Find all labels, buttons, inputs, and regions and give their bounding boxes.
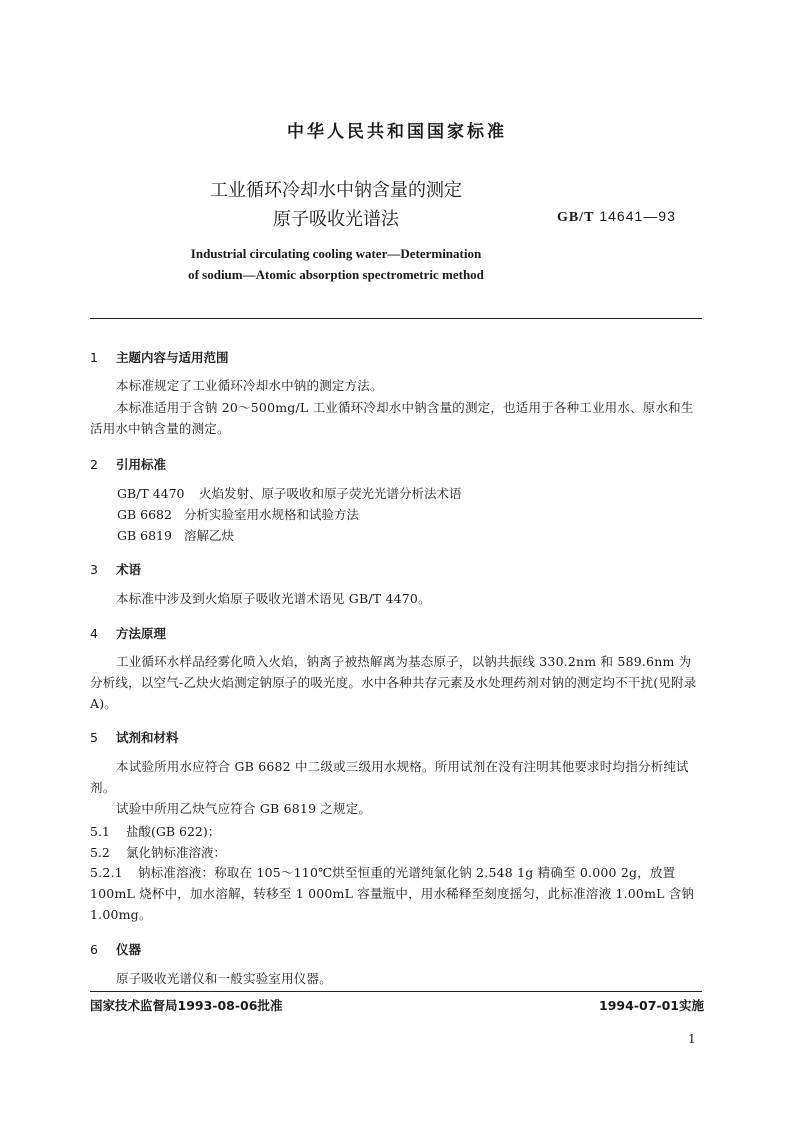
standard-code: 14641—93 bbox=[599, 208, 676, 224]
footer-divider bbox=[90, 991, 702, 992]
section-number: 2 bbox=[90, 457, 98, 472]
section-3-paragraph-1: 本标准中涉及到火焰原子吸收光谱术语见 GB/T 4470。 bbox=[116, 591, 431, 606]
section-title: 术语 bbox=[116, 562, 142, 577]
section-number: 6 bbox=[90, 942, 98, 957]
reference-code: GB 6819 bbox=[117, 528, 172, 543]
reference-code: GB/T 4470 bbox=[117, 486, 185, 501]
english-title-line1: Industrial circulating cooling water—Determination bbox=[190, 246, 482, 261]
section-5-paragraph-2: 试验中所用乙炔气应符合 GB 6819 之规定。 bbox=[116, 801, 372, 816]
clause-5-2 bbox=[90, 843, 226, 861]
section-6-paragraph-1: 原子吸收光谱仪和一般实验室用仪器。 bbox=[116, 971, 332, 986]
section-3-heading bbox=[90, 560, 141, 578]
section-title: 仪器 bbox=[116, 942, 142, 957]
reference-item bbox=[117, 483, 462, 504]
page-number: 1 bbox=[688, 1032, 696, 1046]
effective-date: 1994-07-01实施 bbox=[599, 998, 704, 1013]
section-number: 3 bbox=[90, 562, 98, 577]
standard-subtitle: 原子吸收光谱法 bbox=[273, 209, 399, 230]
clause-text: 氯化钠标准溶液： bbox=[126, 845, 227, 860]
section-1-paragraph-1: 本标准规定了工业循环冷却水中钠的测定方法。 bbox=[116, 378, 383, 393]
clause-text: 钠标准溶液：称取在 105～110℃烘至恒重的光谱纯氯化钠 2.548 1g 精确至 0.000 2g，放置 100mL 烧杯中，加水溶解，转移至 1 000mL 容量瓶中，用水稀释至刻度摇匀，此标准溶液 1.00mL 含钠 1.00mg。 bbox=[90, 865, 695, 922]
section-number: 4 bbox=[90, 626, 98, 641]
reference-code: GB 6682 bbox=[117, 507, 172, 522]
standard-number bbox=[557, 208, 676, 226]
section-title: 引用标准 bbox=[116, 457, 167, 472]
section-number: 5 bbox=[90, 730, 98, 745]
section-6-heading bbox=[90, 940, 141, 958]
clause-5-1 bbox=[90, 822, 220, 840]
reference-name: 分析实验室用水规格和试验方法 bbox=[184, 507, 360, 522]
clause-number: 5.2 bbox=[90, 845, 110, 860]
reference-name: 溶解乙炔 bbox=[184, 528, 235, 543]
section-number: 1 bbox=[90, 350, 98, 365]
reference-item bbox=[117, 504, 359, 525]
section-4-heading bbox=[90, 624, 166, 642]
section-title: 主题内容与适用范围 bbox=[116, 350, 229, 365]
section-4-paragraph-1: 工业循环水样品经雾化喷入火焰，钠离子被热解离为基态原子，以钠共振线 330.2nm 和 589.6nm 为分析线，以空气-乙炔火焰测定钠原子的吸光度。水中各种共存元素及水处理药剂对钠的测定均不干扰(见附录 A)。 bbox=[90, 654, 697, 711]
english-title-line2: of sodium—Atomic absorption spectrometric method bbox=[188, 267, 484, 282]
section-5-heading bbox=[90, 728, 179, 746]
clause-text: 盐酸(GB 622)； bbox=[126, 824, 221, 839]
section-title: 试剂和材料 bbox=[116, 730, 179, 745]
section-1-paragraph-2: 本标准适用于含钠 20～500mg/L 工业循环冷却水中钠含量的测定，也适用于各种工业用水、原水和生活用水中钠含量的测定。 bbox=[90, 400, 694, 436]
section-2-heading bbox=[90, 455, 166, 473]
country-title: 中华人民共和国国家标准 bbox=[287, 122, 507, 142]
header-divider bbox=[90, 318, 702, 319]
approval-date: 国家技术监督局1993-08-06批准 bbox=[90, 998, 283, 1013]
section-1-heading bbox=[90, 348, 229, 366]
standard-title: 工业循环冷却水中钠含量的测定 bbox=[210, 180, 462, 201]
reference-name: 火焰发射、原子吸收和原子荧光光谱分析法术语 bbox=[199, 486, 462, 501]
section-title: 方法原理 bbox=[116, 626, 167, 641]
clause-number: 5.1 bbox=[90, 824, 110, 839]
clause-5-2-1 bbox=[90, 862, 702, 925]
clause-number: 5.2.1 bbox=[90, 865, 123, 880]
reference-item bbox=[117, 525, 234, 546]
standard-prefix: GB/T bbox=[557, 210, 595, 225]
section-5-paragraph-1: 本试验所用水应符合 GB 6682 中二级或三级用水规格。所用试剂在没有注明其他要求时均指分析纯试剂。 bbox=[90, 759, 689, 795]
